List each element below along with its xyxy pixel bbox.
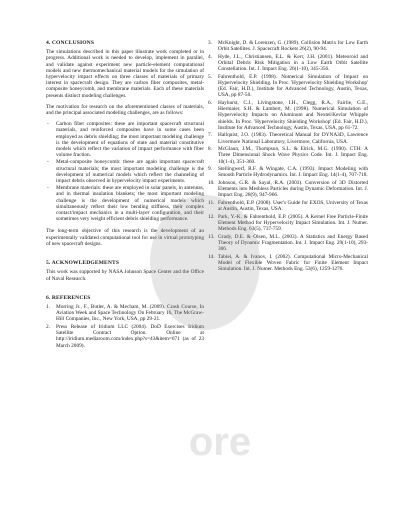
right-column bbox=[208, 40, 368, 274]
list-item-membrane: - Membrane materials: these are employed in solar panels, in antennas, and in thermal insulation blankets; the most important modeling challenge is the development of numerical models which simultaneously reflect their low bending stiffness, their complex contact/impact mechanics in a multi-layer configuration, and their sometimes very weight efficient debris shielding performance. bbox=[46, 185, 204, 222]
reference-item: 14. Tabiei, A. & Ivanov, I. (2002). Computational Micro-Mechanical Model of Flexible Woven Fabric for Finite Element Impact Simulation. Int. J. Numer. Methods Eng. 53(6), 1259-1276. bbox=[208, 253, 368, 273]
reference-item: 5. Fahrenthold, E.P. (1998). Numerical Simulation of Impact on Hypervelocity Shielding. In Proc. 'Hypervelocity Shielding Workshop' (Ed. Fair, H.D.), Institute for Advanced Technology, Austin, Texas, USA, pp 87-50. bbox=[208, 73, 368, 99]
reference-item: 13. Grady, D.E. & Olsen, M.L. (2003). A Statistics and Energy Based Theory of Dynamic Fragmentation. Int. J. Impact Eng. 29(1-10), 293-306. bbox=[208, 233, 368, 253]
left-column bbox=[46, 40, 204, 350]
acknowledgements-heading: 5. ACKNOWLEDGEMENTS bbox=[46, 260, 120, 267]
references-list-right bbox=[208, 40, 368, 272]
material-challenges-list bbox=[46, 121, 204, 222]
conclusions-paragraph-1: The simulations described in this paper illustrate work completed or in progress. Additional work is needed to develop, implement in parallel, and validate against experiment new particle-element computational models and new thermomechanical material models for the simulation of hypervelocity impact effects on three classes of materials of primary interest in spacecraft design. They are carbon fiber composites, metal-composite honeycomb, and membrane materials. Each of these materials presents distinct modeling challenges. bbox=[46, 49, 204, 99]
references-list-left bbox=[46, 304, 204, 349]
reference-item: 4. Hyde, J.L., Christiansen, E.L. & Kerr, J.H. (2001). Meteoroid and Orbital Debris Risk Mitigation in a Low Earth Orbit Satellite Constellation. Int. J. Impact Eng. 26(1-10), 345-356. bbox=[208, 53, 368, 73]
reference-item: 9. Stellingwerf, R.F. & Wingate, C.A. (1993). Impact Modeling with Smooth Particle Hydrodynamics. Int. J. Impact Eng. 14(1-4), 707-718. bbox=[208, 166, 368, 179]
conclusions-paragraph-3: The long-term objective of this research is the development of an experimentally validated computational tool for use in virtual prototyping of new spacecraft designs. bbox=[46, 228, 204, 247]
conclusions-paragraph-2: The motivation for research on the aforementioned classes of materials, and the principal associated modeling challenges, are as follows: bbox=[46, 103, 204, 117]
reference-item: 7. Hallquist, J.O. (1983). Theoretical Manual for DYNA3D, Lawrence Livermore National Laboratory, Livermore, California, USA. bbox=[208, 132, 368, 145]
reference-item: 1. Morring Jr., F., Butler, A. & Mecham, M. (2009). Crash Course, In Aviation Week and Space Technology On February 16, The McGraw-Hill Companies, Inc., New York, USA, pp 29-21. bbox=[46, 303, 204, 323]
reference-item: 10. Johnson, G.R. & Sayal, R.A. (2003). Conversion of 3D Distorted Elements into Meshless Particles during Dynamic Deformation. Int. J. Impact Eng. 28(9), 947-966. bbox=[208, 180, 368, 199]
reference-item: 2. Press Release of Iridium LLC (2004). DoD Exercises Iridium Satellite Contract Option. Online at http://iridium.mediaroom.com/index.php?s=43&item=671 (as of 23 March 2009). bbox=[46, 323, 204, 349]
references-heading: 6. REFERENCES bbox=[46, 294, 91, 301]
reference-item: 6. Hayhurst, C.J., Livingstone, I.H., Clegg, R.A., Fairlie, G.E., Hiermaier, S.H. & Lambert, M. (1998). Numerical Simulation of Hypervelocity Impacts on Aluminum and Nextel/Kevlar Whipple shields. In Proc. 'Hypervelocity Shielding Workshop' (Ed. Fair, H.D.), Institute for Advanced Technology, Austin, Texas, USA, pp 61-72. bbox=[208, 100, 368, 131]
reference-item: 8. McGlaun, J.M., Thompson, S.L. & Elrick, M.G. (1990). CTH: A Three Dimensional Shock Wave Physics Code. Int. J. Impact Eng. 10(1-4), 351-360. bbox=[208, 146, 368, 165]
watermark-text: ore bbox=[188, 420, 252, 464]
list-item-honeycomb: - Metal-composite honeycomb: these are again important spacecraft structural materials; the most important modeling challenge is the development of numerical models which reflect the channeling of impact debris observed in hypervelocity impact experiments. bbox=[46, 159, 204, 184]
acknowledgements-text: This work was supported by NASA Johnson Space Center and the Office of Naval Research. bbox=[46, 269, 204, 282]
conclusions-heading: 4. CONCLUSIONS bbox=[46, 40, 95, 46]
list-item-carbon-fiber: - Carbon fiber composites: these are important spacecraft structural materials, and reinforced composites have in some cases been employed as debris shielding; the most important modeling challenge is the development of equations of state and material constitutive models which reflect the variation of impact performance with fiber volume fraction. bbox=[46, 121, 204, 158]
reference-item: 3. McKnight, D. & Lorenzen, G. (1989). Collision Matrix for Low Earth Orbit Satellites. J. Spacecraft Rockets 26(2), 90-94. bbox=[208, 40, 368, 53]
reference-item: 11. Fahrenthold, E.P. (2008). User's Guide for EXOS, University of Texas at Austin, Austin, Texas, USA. bbox=[208, 200, 368, 213]
reference-item: 12. Park, Y.-K. & Fahrenthold, E.P. (2005). A Kernel Free Particle-Finite Element Method for Hypervelocity Impact Simulation. Int. J. Numer. Methods Eng. 63(5), 737-759. bbox=[208, 213, 368, 233]
